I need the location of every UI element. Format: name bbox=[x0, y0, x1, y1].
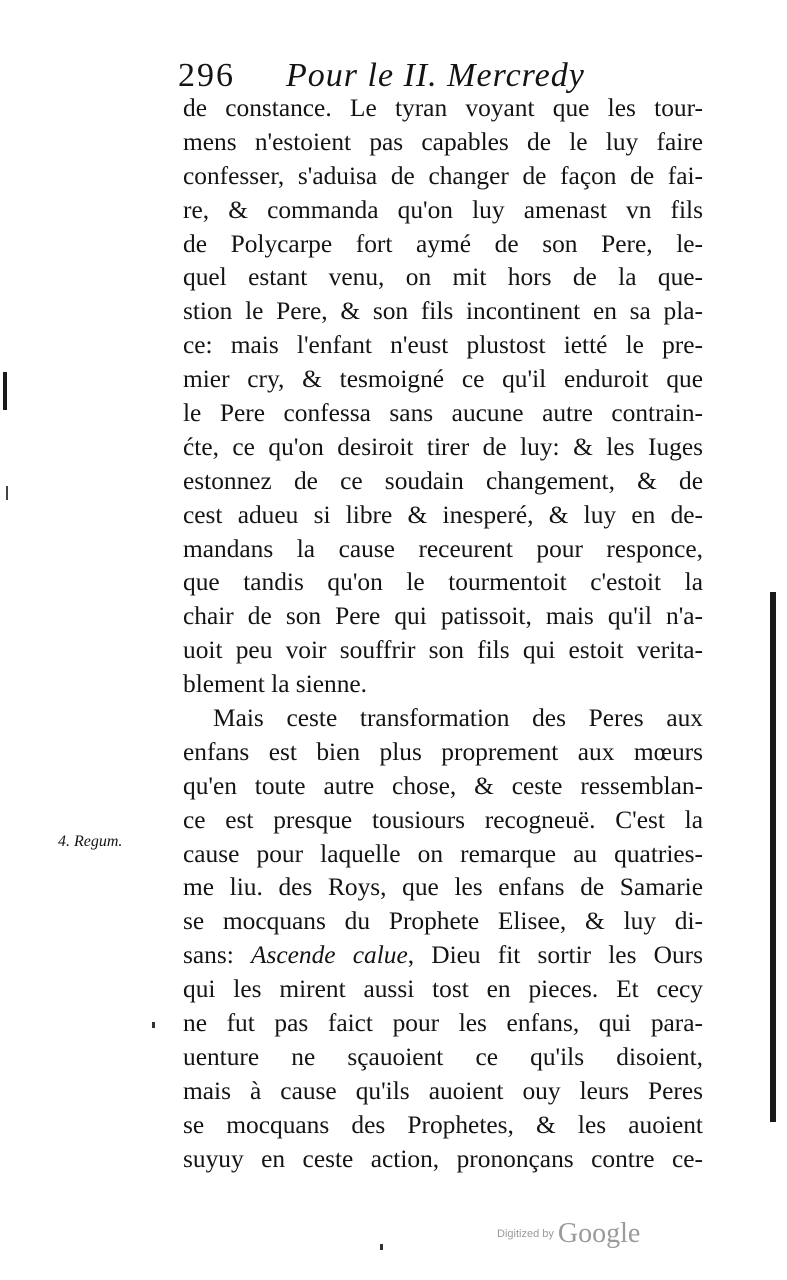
text-line: chair de son Pere qui patissoit, mais qu'il n'a- bbox=[183, 602, 703, 631]
paragraph-start-line: Mais ceste transformation des Peres aux bbox=[213, 704, 703, 733]
text-line: re, & commanda qu'on luy amenast vn fils bbox=[183, 195, 703, 224]
text-line: ce: mais l'enfant n'eust plustost ietté le pre- bbox=[183, 331, 703, 360]
text-line: de Polycarpe fort aymé de son Pere, le- bbox=[183, 229, 703, 258]
text-line: ne fut pas faict pour les enfans, qui para- bbox=[183, 1009, 703, 1038]
text-line: se mocquans du Prophete Elisee, & luy di- bbox=[183, 907, 703, 936]
ink-speck bbox=[380, 1244, 383, 1250]
text-line: estonnez de ce soudain changement, & de bbox=[183, 466, 703, 495]
text-line: uenture ne sçauoient ce qu'ils disoient, bbox=[183, 1042, 703, 1071]
text-line: enfans est bien plus proprement aux mœurs bbox=[183, 737, 703, 766]
text-line: le Pere confessa sans aucune autre contrain- bbox=[183, 399, 703, 428]
text-line: blement la sienne. bbox=[183, 670, 368, 699]
text-line: mier cry, & tesmoigné ce qu'il enduroit que bbox=[183, 365, 703, 394]
text-line: confesser, s'aduisa de changer de façon de fai- bbox=[183, 161, 703, 190]
text-line: stion le Pere, & son fils incontinent en sa pla- bbox=[183, 297, 703, 326]
scan-edge-left bbox=[3, 372, 7, 410]
latin-quote: Ascende calue bbox=[250, 941, 408, 970]
ink-speck bbox=[152, 1022, 155, 1028]
scan-edge-right bbox=[770, 592, 776, 1122]
text-line: que tandis qu'on le tourmentoit c'estoit la bbox=[183, 568, 703, 597]
text-line: ćte, ce qu'on desiroit tirer de luy: & les Iuges bbox=[183, 432, 703, 461]
text-line: cest adueu si libre & inesperé, & luy en de- bbox=[183, 500, 703, 529]
text-line: ce est presque tousiours recogneuë. C'est la bbox=[183, 805, 703, 834]
body-text bbox=[183, 92, 703, 1177]
watermark-prefix: Digitized by bbox=[497, 1228, 554, 1240]
text-line: qu'en toute autre chose, & ceste ressemblan- bbox=[183, 771, 703, 800]
line-rest: , Dieu fit sortir les Ours bbox=[407, 941, 703, 970]
text-line: mais à cause qu'ils auoient ouy leurs Peres bbox=[183, 1076, 703, 1105]
text-line: uoit peu voir souffrir son fils qui estoit verita- bbox=[183, 636, 703, 665]
line-prefix: sans: bbox=[183, 941, 234, 970]
margin-note: 4. Regum. bbox=[58, 833, 123, 850]
google-logo: Google bbox=[557, 1218, 641, 1249]
scan-mark-left bbox=[6, 486, 8, 500]
running-title: Pour le II. Mercredy bbox=[286, 57, 585, 94]
page-number: 296 bbox=[178, 57, 235, 94]
text-line: mandans la cause receurent pour responce, bbox=[183, 534, 703, 563]
text-line: cause pour laquelle on remarque au quatries- bbox=[183, 839, 703, 868]
digitized-watermark bbox=[497, 1218, 640, 1250]
text-line: me liu. des Roys, que les enfans de Samarie bbox=[183, 873, 703, 902]
text-line-with-quote bbox=[183, 939, 703, 973]
text-line: quel estant venu, on mit hors de la que- bbox=[183, 263, 703, 292]
text-line: mens n'estoient pas capables de le luy faire bbox=[183, 127, 703, 156]
text-line: se mocquans des Prophetes, & les auoient bbox=[183, 1110, 703, 1139]
text-line: qui les mirent aussi tost en pieces. Et cecy bbox=[183, 975, 703, 1004]
text-line: suyuy en ceste action, prononçans contre ce- bbox=[183, 1144, 703, 1173]
text-line: de constance. Le tyran voyant que les tour- bbox=[183, 94, 703, 122]
